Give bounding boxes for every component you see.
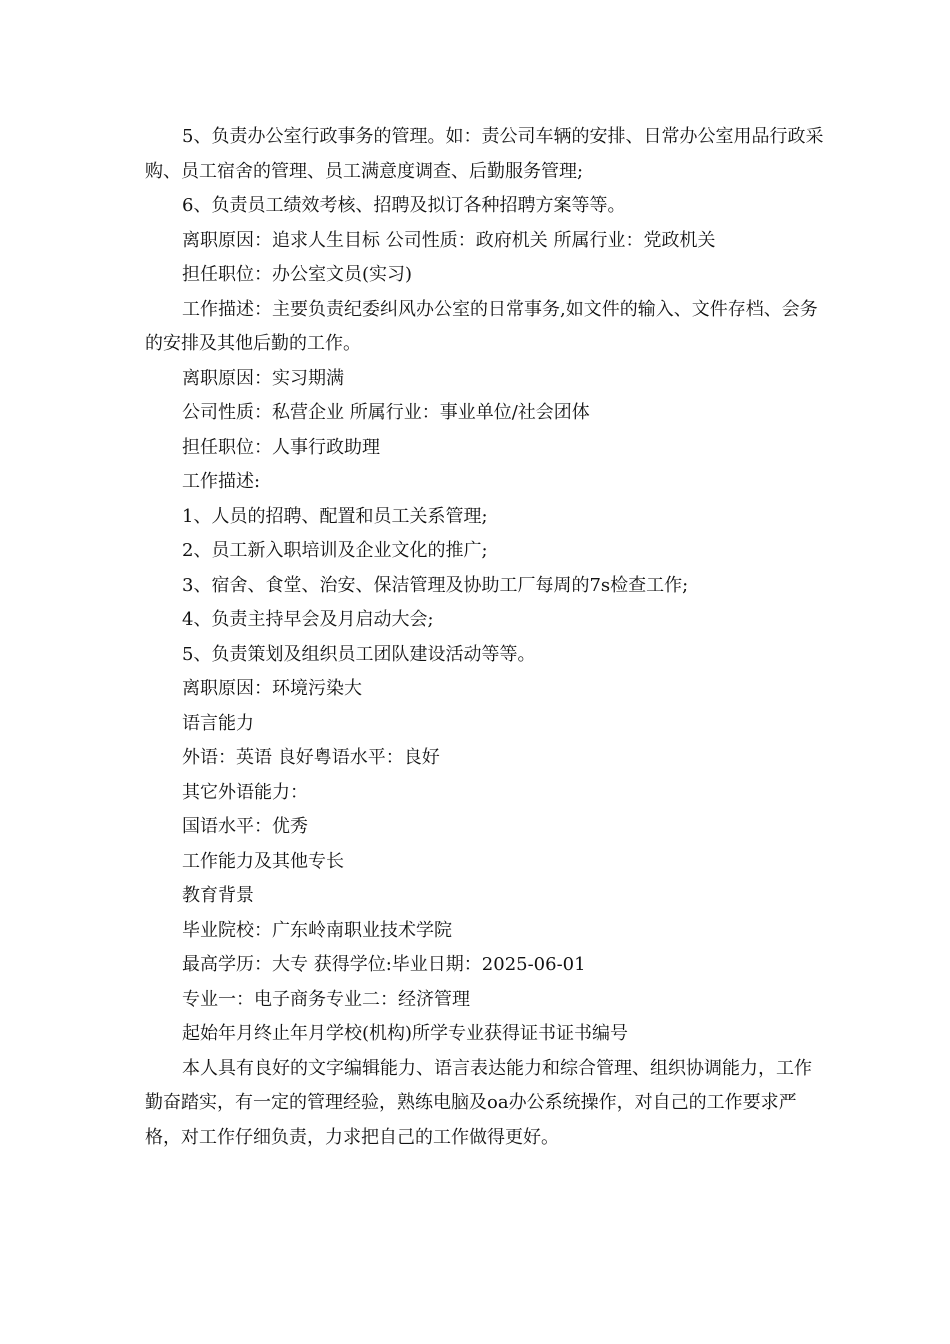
paragraph-other-languages: 其它外语能力： bbox=[182, 781, 308, 803]
paragraph-task-1: 1、人员的招聘、配置和员工关系管理; bbox=[182, 505, 488, 527]
section-skills: 工作能力及其他专长 bbox=[182, 850, 344, 872]
paragraph-leave-reason-1: 离职原因：追求人生目标 公司性质：政府机关 所属行业：党政机关 bbox=[182, 229, 716, 251]
paragraph-majors: 专业一：电子商务专业二：经济管理 bbox=[182, 988, 470, 1010]
paragraph-foreign-language: 外语：英语 良好粤语水平：良好 bbox=[182, 747, 440, 768]
paragraph-task-4: 4、负责主持早会及月启动大会; bbox=[182, 609, 434, 630]
paragraph-job-description-heading: 工作描述: bbox=[182, 471, 261, 492]
section-education: 教育背景 bbox=[182, 885, 254, 906]
paragraph-duty-5-admin: 5、负责办公室行政事务的管理。如：责公司车辆的安排、日常办公室用品行政采购、员工宿舍的管理、员工满意度调查、后勤服务管理; bbox=[145, 126, 824, 182]
paragraph-education-table-header: 起始年月终止年月学校(机构)所学专业获得证书证书编号 bbox=[182, 1023, 629, 1044]
paragraph-mandarin-level: 国语水平：优秀 bbox=[182, 816, 308, 837]
paragraph-degree: 最高学历：大专 获得学位:毕业日期：2025-06-01 bbox=[182, 954, 586, 975]
paragraph-position-hr-assistant: 担任职位：人事行政助理 bbox=[182, 436, 380, 458]
paragraph-leave-reason-2: 离职原因：实习期满 bbox=[182, 367, 344, 389]
paragraph-position-clerk: 担任职位：办公室文员(实习) bbox=[182, 264, 413, 285]
paragraph-school: 毕业院校：广东岭南职业技术学院 bbox=[182, 919, 452, 941]
paragraph-task-2: 2、员工新入职培训及企业文化的推广; bbox=[182, 540, 488, 561]
paragraph-job-description-clerk: 工作描述：主要负责纪委纠风办公室的日常事务,如文件的输入、文件存档、会务的安排及其他后勤的工作。 bbox=[145, 298, 818, 354]
paragraph-self-evaluation: 本人具有良好的文字编辑能力、语言表达能力和综合管理、组织协调能力，工作勤奋踏实，有一定的管理经验，熟练电脑及oa办公系统操作，对自己的工作要求严格，对工作仔细负责，力求把自己的工作做得更好。 bbox=[145, 1057, 812, 1148]
document-body bbox=[145, 120, 825, 1155]
paragraph-task-5: 5、负责策划及组织员工团队建设活动等等。 bbox=[182, 643, 536, 665]
paragraph-task-3: 3、宿舍、食堂、治安、保洁管理及协助工厂每周的7s检查工作; bbox=[182, 574, 689, 596]
paragraph-leave-reason-3: 离职原因：环境污染大 bbox=[182, 678, 362, 699]
paragraph-duty-6-hr: 6、负责员工绩效考核、招聘及拟订各种招聘方案等等。 bbox=[182, 195, 626, 216]
section-language-ability: 语言能力 bbox=[182, 712, 254, 734]
paragraph-company-type: 公司性质：私营企业 所属行业：事业单位/社会团体 bbox=[182, 402, 590, 423]
